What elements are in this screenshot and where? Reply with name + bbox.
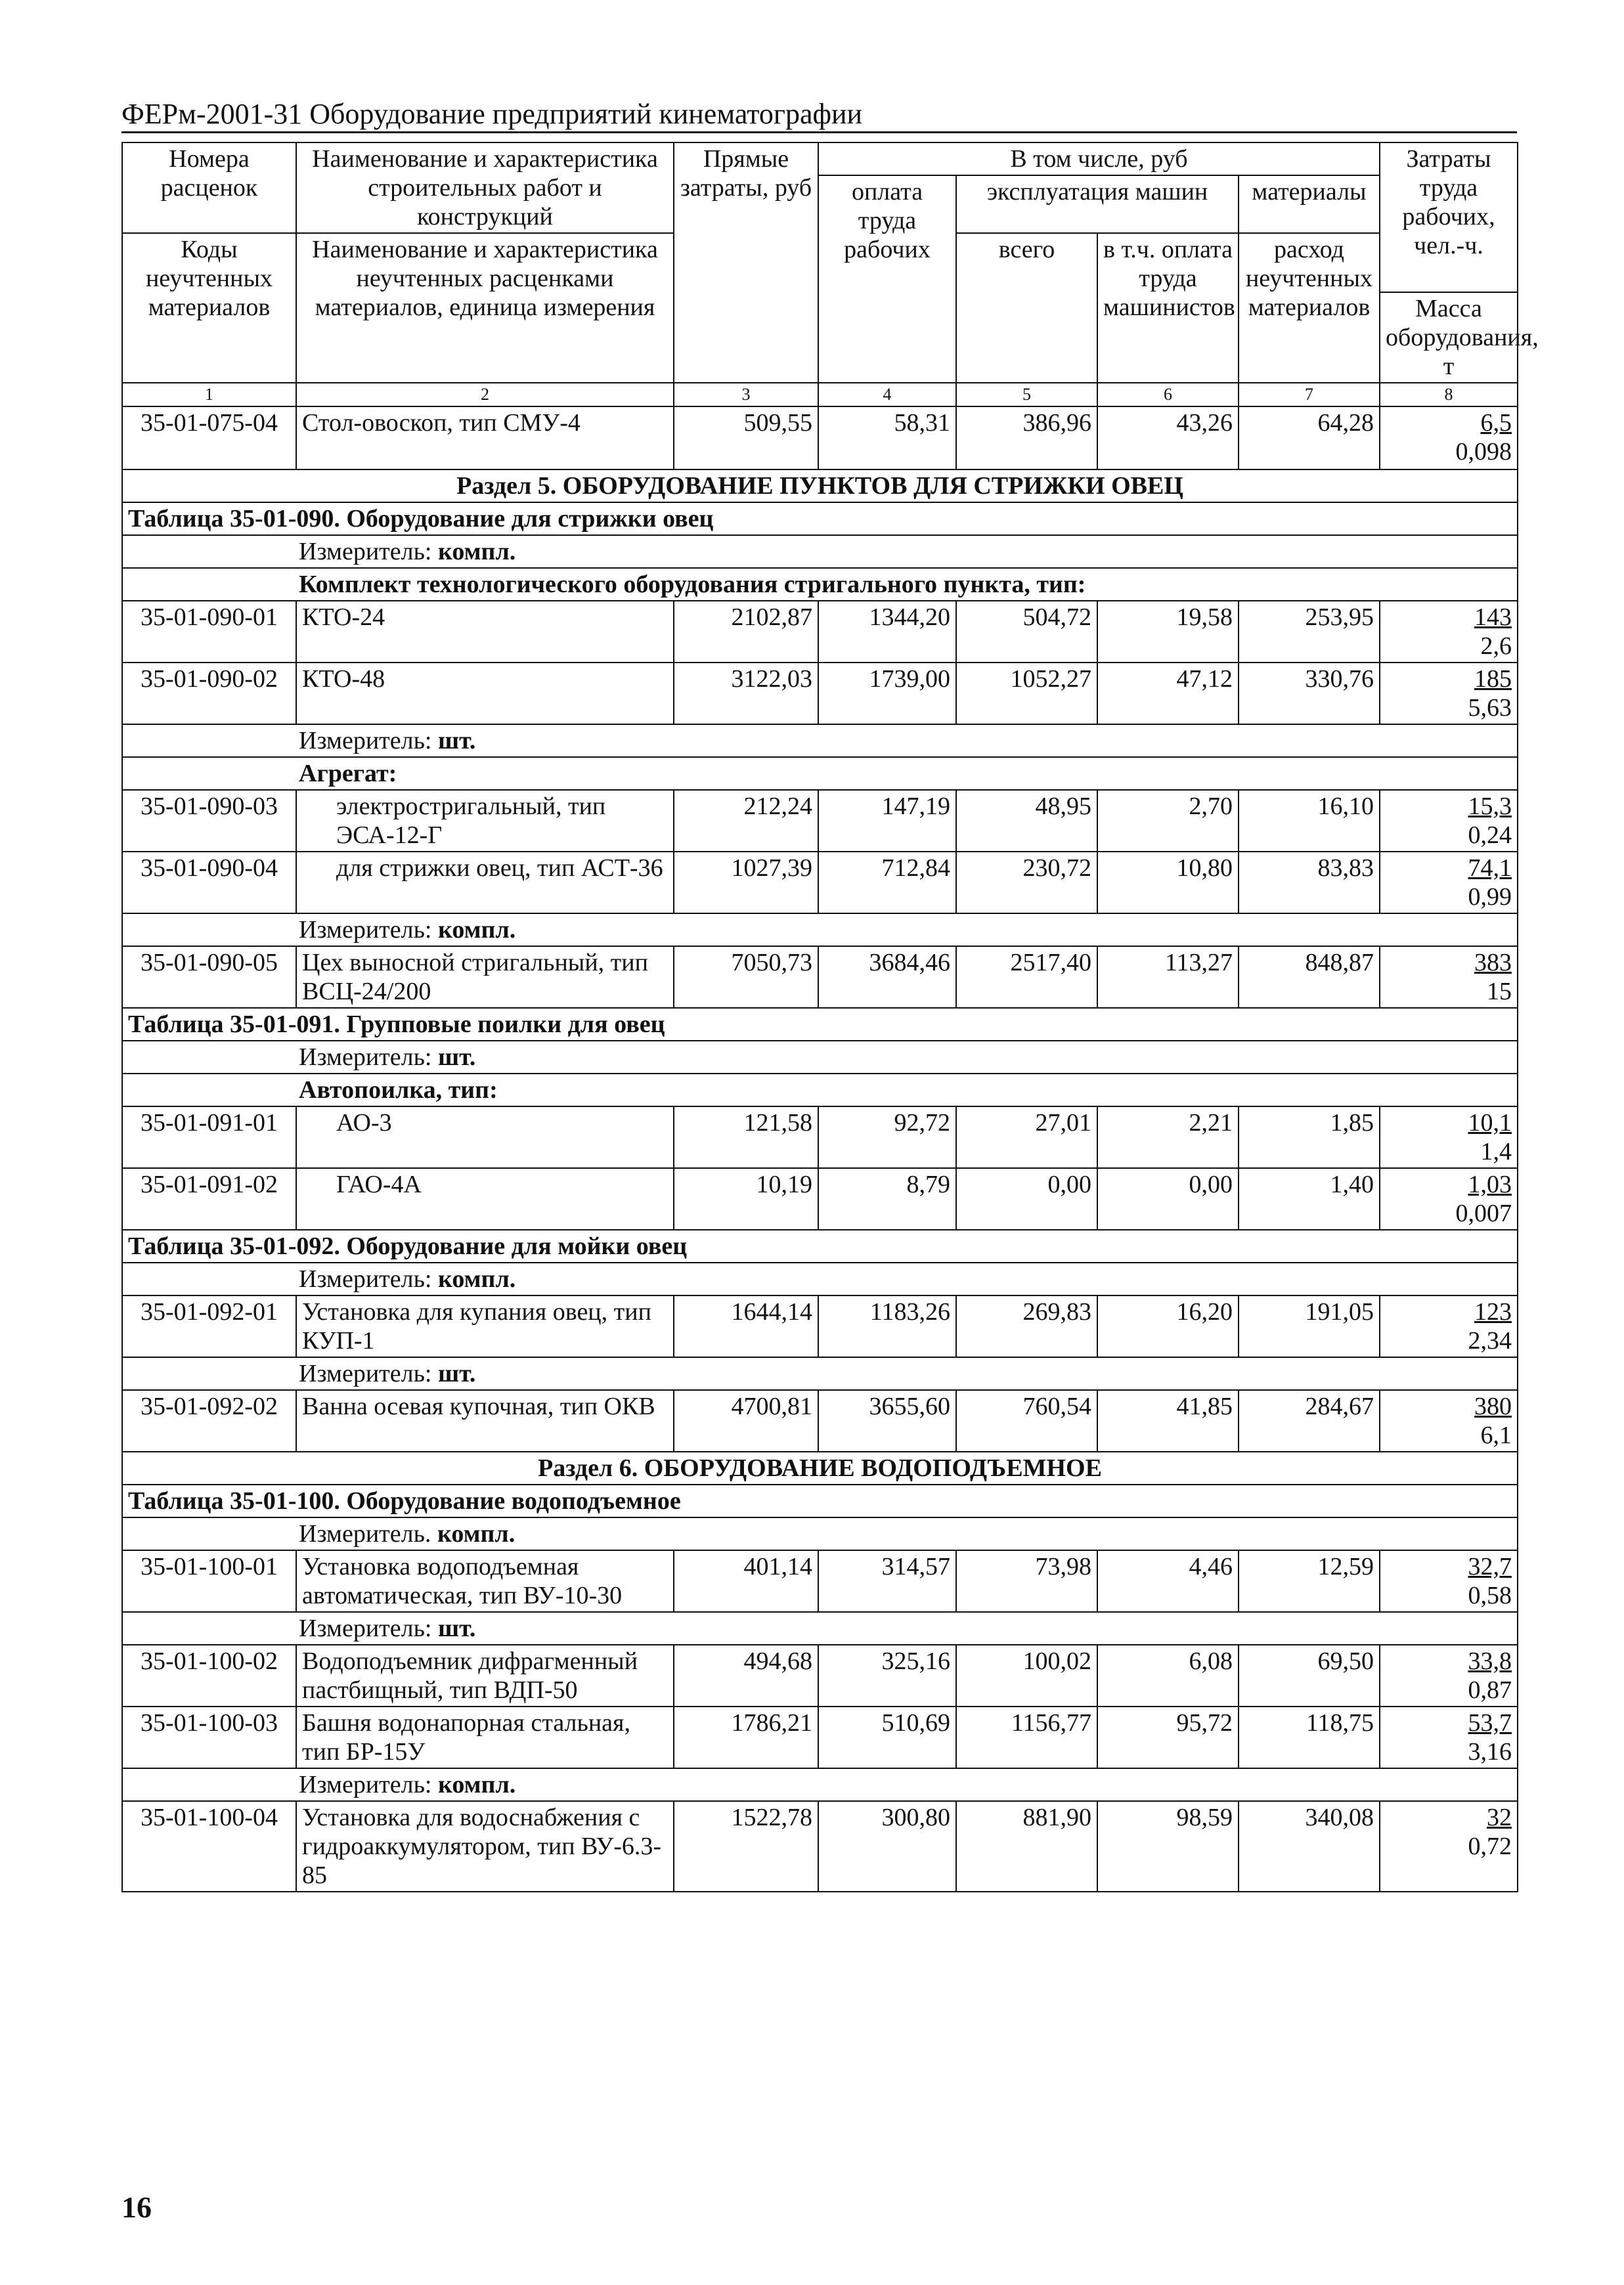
direct-cost: 401,14	[674, 1550, 818, 1612]
meter-row	[122, 1612, 1518, 1645]
meter-label: Измеритель:	[299, 727, 438, 754]
table-row	[122, 852, 1518, 913]
labor-and-mass	[1380, 1168, 1518, 1230]
meter-unit: шт.	[438, 1360, 476, 1387]
rate-code: 35-01-100-04	[122, 1801, 296, 1892]
meter-unit: шт.	[438, 1615, 476, 1642]
table-title-row	[122, 1230, 1518, 1263]
work-name: КТО-24	[296, 601, 674, 663]
labor-and-mass	[1380, 946, 1518, 1008]
labor-value: 380	[1474, 1393, 1512, 1420]
mass-value: 0,58	[1468, 1582, 1512, 1609]
work-name: Ванна осевая купочная, тип ОКВ	[296, 1390, 674, 1452]
meter-row	[122, 913, 1518, 946]
machinist-pay: 4,46	[1097, 1550, 1239, 1612]
direct-cost: 10,19	[674, 1168, 818, 1230]
machines-total: 230,72	[956, 852, 1097, 913]
worker-pay: 3655,60	[818, 1390, 956, 1452]
work-name: электростригальный, тип ЭСА-12-Г	[296, 790, 674, 852]
section-title-row	[122, 469, 1518, 502]
rate-code: 35-01-092-02	[122, 1390, 296, 1452]
machines-total: 100,02	[956, 1645, 1097, 1707]
meter-row	[122, 724, 1518, 757]
labor-and-mass	[1380, 1106, 1518, 1168]
mass-value: 0,098	[1455, 438, 1512, 466]
column-number: 3	[674, 383, 818, 406]
machinist-pay: 47,12	[1097, 663, 1239, 724]
meter	[122, 1612, 1518, 1645]
labor-value: 185	[1474, 665, 1512, 693]
mass-value: 0,87	[1468, 1676, 1512, 1704]
labor-value: 1,03	[1468, 1171, 1512, 1198]
meter-label: Измеритель:	[299, 1771, 438, 1798]
table-row	[122, 1550, 1518, 1612]
table-title-row	[122, 502, 1518, 535]
rate-code: 35-01-100-01	[122, 1550, 296, 1612]
machines-total: 881,90	[956, 1801, 1097, 1892]
work-name: для стрижки овец, тип АСТ-36	[296, 852, 674, 913]
work-name: КТО-48	[296, 663, 674, 724]
page-number: 16	[121, 2190, 152, 2224]
worker-pay: 8,79	[818, 1168, 956, 1230]
section-title: Раздел 5. ОБОРУДОВАНИЕ ПУНКТОВ ДЛЯ СТРИЖКИ ОВЕЦ	[122, 469, 1518, 502]
work-name: Установка для купания овец, тип КУП-1	[296, 1295, 674, 1357]
direct-cost: 4700,81	[674, 1390, 818, 1452]
work-name: Установка для водоснабжения с гидроаккумулятором, тип ВУ-6.3-85	[296, 1801, 674, 1892]
materials-cost: 69,50	[1239, 1645, 1380, 1707]
mass-value: 1,4	[1480, 1138, 1512, 1165]
worker-pay: 314,57	[818, 1550, 956, 1612]
meter-row	[122, 535, 1518, 568]
materials-cost: 340,08	[1239, 1801, 1380, 1892]
labor-and-mass	[1380, 1645, 1518, 1707]
direct-cost: 1522,78	[674, 1801, 818, 1892]
labor-and-mass	[1380, 663, 1518, 724]
rate-code: 35-01-090-01	[122, 601, 296, 663]
machines-total: 48,95	[956, 790, 1097, 852]
machines-total: 27,01	[956, 1106, 1097, 1168]
materials-cost: 64,28	[1239, 406, 1380, 469]
labor-value: 15,3	[1468, 793, 1512, 820]
section-title-row	[122, 1452, 1518, 1485]
table-row	[122, 1390, 1518, 1452]
direct-cost: 509,55	[674, 406, 818, 469]
group-heading-row	[122, 757, 1518, 790]
meter-label: Измеритель:	[299, 1265, 438, 1293]
direct-cost: 1786,21	[674, 1707, 818, 1768]
work-name: Водоподъемник дифрагменный пастбищный, тип ВДП-50	[296, 1645, 674, 1707]
materials-cost: 253,95	[1239, 601, 1380, 663]
materials-cost: 16,10	[1239, 790, 1380, 852]
machinist-pay: 98,59	[1097, 1801, 1239, 1892]
work-name: Установка водоподъемная автоматическая, тип ВУ-10-30	[296, 1550, 674, 1612]
column-number: 1	[122, 383, 296, 406]
rate-code: 35-01-100-03	[122, 1707, 296, 1768]
machines-total: 269,83	[956, 1295, 1097, 1357]
machinist-pay: 2,70	[1097, 790, 1239, 852]
materials-cost: 284,67	[1239, 1390, 1380, 1452]
table-title: Таблица 35-01-091. Групповые поилки для овец	[122, 1008, 1518, 1041]
column-number: 4	[818, 383, 956, 406]
direct-cost: 3122,03	[674, 663, 818, 724]
group-heading: Автопоилка, тип:	[122, 1074, 1518, 1106]
labor-and-mass	[1380, 1801, 1518, 1892]
rate-code: 35-01-100-02	[122, 1645, 296, 1707]
meter-unit: компл.	[437, 1520, 516, 1548]
worker-pay: 147,19	[818, 790, 956, 852]
mass-value: 0,007	[1455, 1200, 1512, 1227]
table-row	[122, 601, 1518, 663]
machinist-pay-heading: в т.ч. оплата труда машинистов	[1097, 233, 1239, 383]
table-row	[122, 1106, 1518, 1168]
meter	[122, 1517, 1518, 1550]
table-header	[122, 142, 1539, 406]
rate-code: 35-01-090-03	[122, 790, 296, 852]
mass-value: 0,24	[1468, 821, 1512, 849]
mass-heading: Масса оборудования, т	[1380, 292, 1518, 383]
worker-pay: 1344,20	[818, 601, 956, 663]
table-row	[122, 406, 1518, 469]
meter	[122, 1357, 1518, 1390]
table-title-row	[122, 1485, 1518, 1517]
worker-pay: 510,69	[818, 1707, 956, 1768]
machinist-pay: 41,85	[1097, 1390, 1239, 1452]
mass-value: 6,1	[1480, 1422, 1512, 1449]
group-heading-row	[122, 1074, 1518, 1106]
direct-cost: 494,68	[674, 1645, 818, 1707]
table-title: Таблица 35-01-090. Оборудование для стрижки овец	[122, 502, 1518, 535]
labor-value: 123	[1474, 1298, 1512, 1326]
rates-table	[121, 142, 1539, 1892]
materials-cost: 1,85	[1239, 1106, 1380, 1168]
materials-cost: 118,75	[1239, 1707, 1380, 1768]
machines-total: 760,54	[956, 1390, 1097, 1452]
meter-row	[122, 1357, 1518, 1390]
labor-value: 74,1	[1468, 854, 1512, 882]
machines-total: 504,72	[956, 601, 1097, 663]
materials-cost: 848,87	[1239, 946, 1380, 1008]
running-head: ФЕРм-2001-31 Оборудование предприятий кинематографии	[121, 98, 863, 130]
col2-top-heading: Наименование и характеристика строительных работ и конструкций	[296, 142, 674, 233]
mass-value: 0,99	[1468, 883, 1512, 911]
meter	[122, 1041, 1518, 1074]
labor-value: 33,8	[1468, 1647, 1512, 1675]
meter-row	[122, 1517, 1518, 1550]
meter-unit: компл.	[438, 1771, 516, 1798]
direct-cost: 1644,14	[674, 1295, 818, 1357]
machinist-pay: 16,20	[1097, 1295, 1239, 1357]
labor-and-mass	[1380, 790, 1518, 852]
machinist-pay: 10,80	[1097, 852, 1239, 913]
machinist-pay: 0,00	[1097, 1168, 1239, 1230]
direct-cost: 1027,39	[674, 852, 818, 913]
column-number: 5	[956, 383, 1097, 406]
meter-unit: компл.	[438, 538, 516, 565]
meter	[122, 724, 1518, 757]
mass-value: 3,16	[1468, 1738, 1512, 1766]
direct-cost: 212,24	[674, 790, 818, 852]
column-number: 6	[1097, 383, 1239, 406]
table-row	[122, 663, 1518, 724]
table-title: Таблица 35-01-100. Оборудование водоподъемное	[122, 1485, 1518, 1517]
labor-value: 53,7	[1468, 1709, 1512, 1737]
machines-total: 1156,77	[956, 1707, 1097, 1768]
machines-total: 1052,27	[956, 663, 1097, 724]
table-title-row	[122, 1008, 1518, 1041]
worker-pay: 712,84	[818, 852, 956, 913]
rate-code: 35-01-091-02	[122, 1168, 296, 1230]
column-number: 7	[1239, 383, 1380, 406]
meter	[122, 535, 1518, 568]
labor-value: 32,7	[1468, 1553, 1512, 1580]
meter-unit: компл.	[438, 916, 516, 944]
rate-code: 35-01-092-01	[122, 1295, 296, 1357]
machinist-pay: 113,27	[1097, 946, 1239, 1008]
group-heading: Комплект технологического оборудования стригального пункта, тип:	[122, 568, 1518, 601]
machinist-pay: 19,58	[1097, 601, 1239, 663]
machines-total: 386,96	[956, 406, 1097, 469]
machines-heading: эксплуатация машин	[956, 175, 1239, 233]
worker-pay-heading: оплата труда рабочих	[818, 175, 956, 383]
machinist-pay: 95,72	[1097, 1707, 1239, 1768]
labor-and-mass	[1380, 1550, 1518, 1612]
direct-cost-heading: Прямые затраты, руб	[674, 142, 818, 383]
worker-pay: 1739,00	[818, 663, 956, 724]
work-name: Башня водонапорная стальная, тип БР-15У	[296, 1707, 674, 1768]
col1-top-heading: Номера расценок	[122, 142, 296, 233]
column-number: 2	[296, 383, 674, 406]
meter-label: Измеритель:	[299, 1615, 438, 1642]
group-heading: Агрегат:	[122, 757, 1518, 790]
materials-cost: 1,40	[1239, 1168, 1380, 1230]
worker-pay: 58,31	[818, 406, 956, 469]
work-name: ГАО-4А	[296, 1168, 674, 1230]
rate-code: 35-01-091-01	[122, 1106, 296, 1168]
column-number: 8	[1380, 383, 1518, 406]
table-row	[122, 1801, 1518, 1892]
meter	[122, 1768, 1518, 1801]
meter-label: Измеритель:	[299, 1043, 438, 1071]
mass-value: 2,34	[1468, 1327, 1512, 1355]
labor-and-mass	[1380, 1295, 1518, 1357]
meter-label: Измеритель:	[299, 1360, 438, 1387]
materials-heading: материалы	[1239, 175, 1380, 233]
meter-label: Измеритель:	[299, 916, 438, 944]
labor-heading: Затраты труда рабочих, чел.-ч.	[1380, 142, 1518, 292]
table-row	[122, 1295, 1518, 1357]
rate-code: 35-01-090-04	[122, 852, 296, 913]
direct-cost: 7050,73	[674, 946, 818, 1008]
worker-pay: 1183,26	[818, 1295, 956, 1357]
labor-value: 10,1	[1468, 1109, 1512, 1137]
mass-value: 15	[1487, 978, 1512, 1005]
table-title: Таблица 35-01-092. Оборудование для мойки овец	[122, 1230, 1518, 1263]
meter	[122, 1263, 1518, 1295]
col1-bottom-heading: Коды неучтенных материалов	[122, 233, 296, 383]
labor-and-mass	[1380, 852, 1518, 913]
work-name: Стол-овоскоп, тип СМУ-4	[296, 406, 674, 469]
meter-unit: шт.	[438, 727, 476, 754]
labor-and-mass	[1380, 406, 1518, 469]
section-title: Раздел 6. ОБОРУДОВАНИЕ ВОДОПОДЪЕМНОЕ	[122, 1452, 1518, 1485]
labor-and-mass	[1380, 601, 1518, 663]
meter-unit: шт.	[438, 1043, 476, 1071]
work-name: Цех выносной стригальный, тип ВСЦ-24/200	[296, 946, 674, 1008]
machines-total-heading: всего	[956, 233, 1097, 383]
work-name: АО-3	[296, 1106, 674, 1168]
machines-total: 0,00	[956, 1168, 1097, 1230]
incl-heading: В том числе, руб	[818, 142, 1380, 175]
table-row	[122, 1707, 1518, 1768]
worker-pay: 3684,46	[818, 946, 956, 1008]
labor-and-mass	[1380, 1707, 1518, 1768]
table-row	[122, 1645, 1518, 1707]
labor-value: 383	[1474, 949, 1512, 976]
labor-value: 6,5	[1480, 409, 1512, 437]
machines-total: 73,98	[956, 1550, 1097, 1612]
rate-code: 35-01-090-05	[122, 946, 296, 1008]
mass-value: 5,63	[1468, 694, 1512, 722]
col2-bottom-heading: Наименование и характеристика неучтенных расценками материалов, единица измерения	[296, 233, 674, 383]
worker-pay: 325,16	[818, 1645, 956, 1707]
meter-row	[122, 1041, 1518, 1074]
direct-cost: 121,58	[674, 1106, 818, 1168]
meter	[122, 913, 1518, 946]
worker-pay: 300,80	[818, 1801, 956, 1892]
labor-value: 143	[1474, 603, 1512, 631]
labor-value: 32	[1487, 1804, 1512, 1831]
mass-value: 0,72	[1468, 1833, 1512, 1860]
materials-cost: 330,76	[1239, 663, 1380, 724]
meter-unit: компл.	[438, 1265, 516, 1293]
materials-cost: 191,05	[1239, 1295, 1380, 1357]
column-numbers-row	[122, 383, 1518, 406]
meter-row	[122, 1263, 1518, 1295]
rate-code: 35-01-090-02	[122, 663, 296, 724]
table-row	[122, 1168, 1518, 1230]
materials-cost: 12,59	[1239, 1550, 1380, 1612]
meter-row	[122, 1768, 1518, 1801]
mass-value: 2,6	[1480, 632, 1512, 660]
machinist-pay: 43,26	[1097, 406, 1239, 469]
machines-total: 2517,40	[956, 946, 1097, 1008]
table-row	[122, 790, 1518, 852]
rate-code: 35-01-075-04	[122, 406, 296, 469]
table-row	[122, 946, 1518, 1008]
labor-and-mass	[1380, 1390, 1518, 1452]
worker-pay: 92,72	[818, 1106, 956, 1168]
header-rule	[121, 131, 1517, 133]
materials-use-heading: расход неучтенных материалов	[1239, 233, 1380, 383]
materials-cost: 83,83	[1239, 852, 1380, 913]
meter-label: Измеритель.	[299, 1520, 437, 1548]
machinist-pay: 6,08	[1097, 1645, 1239, 1707]
machinist-pay: 2,21	[1097, 1106, 1239, 1168]
meter-label: Измеритель:	[299, 538, 438, 565]
direct-cost: 2102,87	[674, 601, 818, 663]
group-heading-row	[122, 568, 1518, 601]
